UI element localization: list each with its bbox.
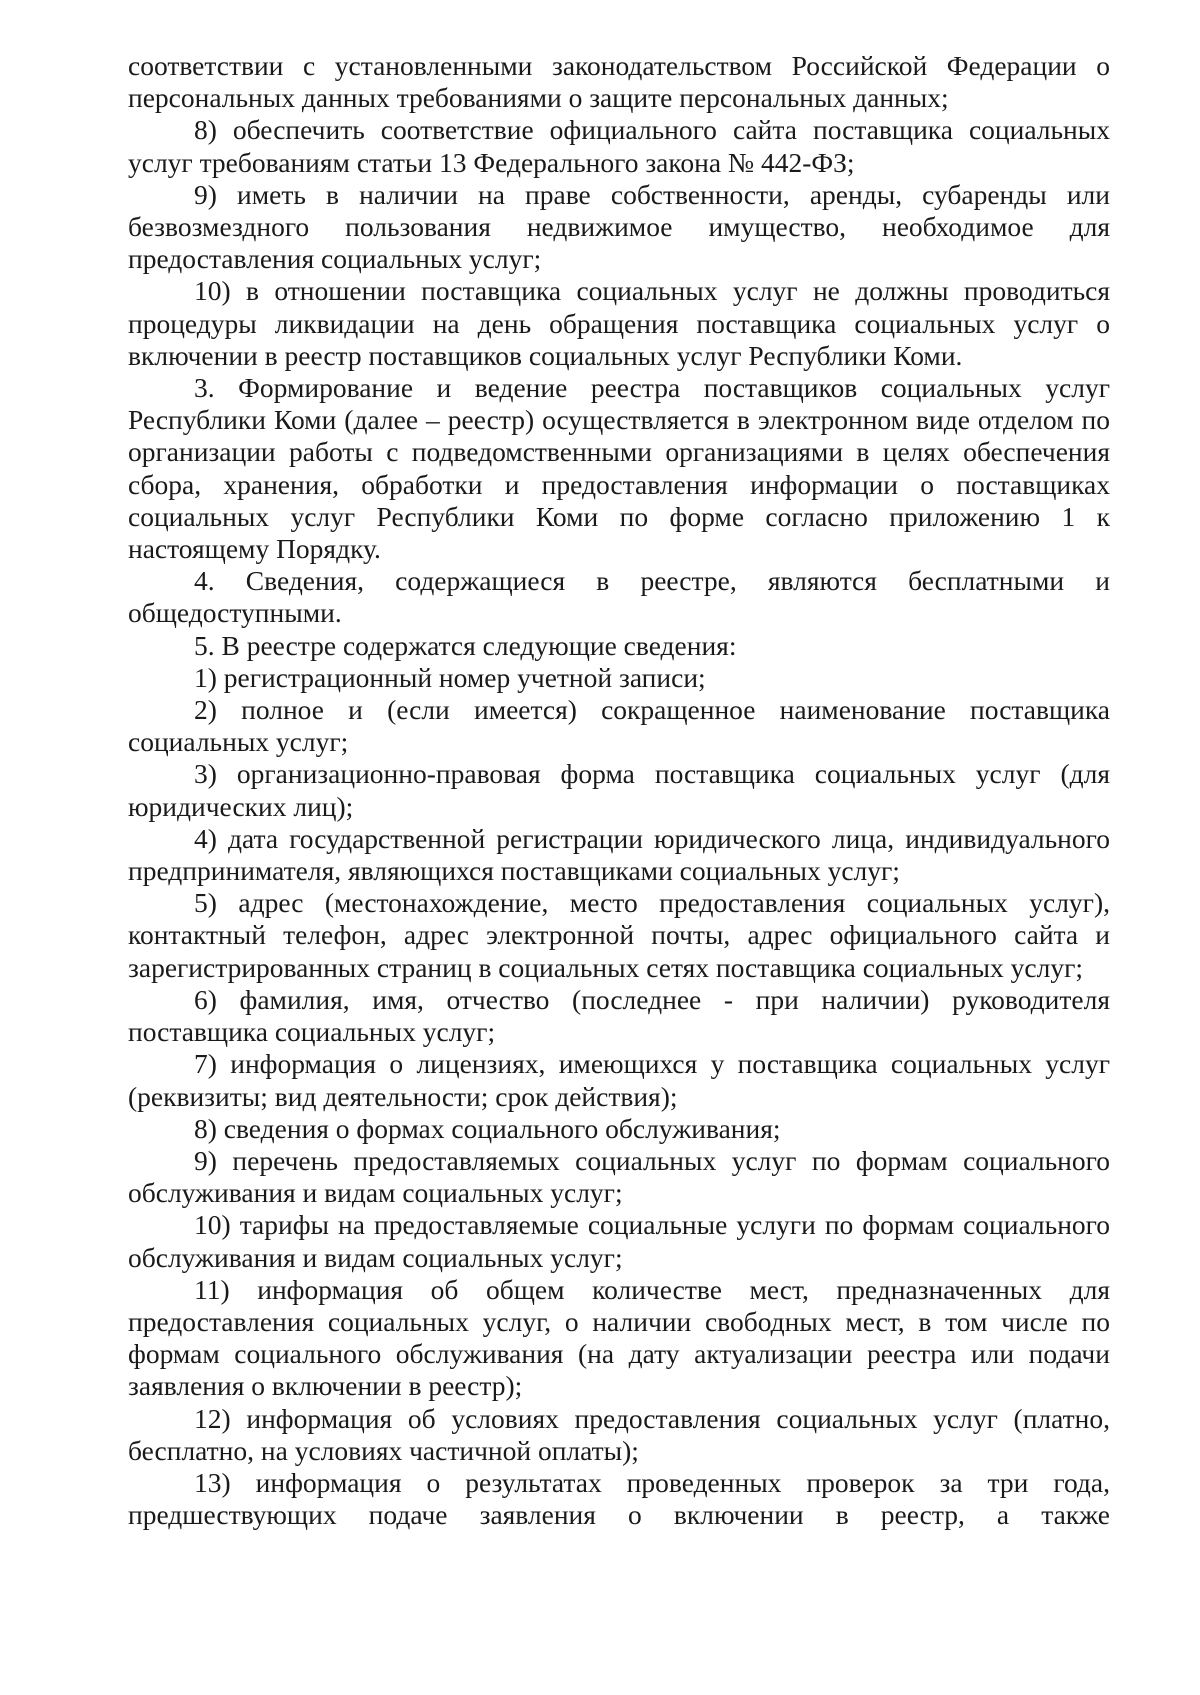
paragraph-section-5-contents: 5. В реестре содержатся следующие сведения: — [194, 629, 737, 661]
list-item-5: 5) адрес (местонахождение, место предоставления социальных услуг), контактный телефон, адрес электронной почты, адрес официального сайта и зарегистрированных страниц в социальных сетях поставщика социальных услуг; — [128, 887, 1110, 983]
list-item-10: 10) тарифы на предоставляемые социальные услуги по формам социального обслуживания и видам социальных услуг; — [128, 1209, 1110, 1273]
list-item-7: 7) информация о лицензиях, имеющихся у поставщика социальных услуг (реквизиты; вид деятельности; срок действия); — [128, 1048, 1110, 1112]
list-item-11: 11) информация об общем количестве мест, предназначенных для предоставления социальных услуг, о наличии свободных мест, в том числе по формам социального обслуживания (на дату актуализации реестра или подачи заявления о включении в реестр); — [128, 1273, 1110, 1402]
list-item-2: 2) полное и (если имеется) сокращенное наименование поставщика социальных услуг; — [128, 694, 1110, 758]
list-item-1: 1) регистрационный номер учетной записи; — [194, 661, 706, 693]
document-body — [128, 50, 1110, 1531]
list-item-9: 9) перечень предоставляемых социальных услуг по формам социального обслуживания и видам социальных услуг; — [128, 1144, 1110, 1209]
list-item-8: 8) сведения о формах социального обслуживания; — [194, 1112, 781, 1144]
paragraph-personal-data: соответствии с установленными законодательством Российской Федерации о персональных данных требованиями о защите персональных данных; — [128, 50, 1110, 114]
list-item-4: 4) дата государственной регистрации юридического лица, индивидуального предпринимателя, являющихся поставщиками социальных услуг; — [128, 822, 1110, 887]
paragraph-section-4-public: 4. Сведения, содержащиеся в реестре, являются бесплатными и общедоступными. — [128, 565, 1110, 629]
list-item-6: 6) фамилия, имя, отчество (последнее - при наличии) руководителя поставщика социальных услуг; — [128, 983, 1110, 1048]
paragraph-section-3-registry: 3. Формирование и ведение реестра поставщиков социальных услуг Республики Коми (далее – реестр) осуществляется в электронном виде отделом по организации работы с подведомственными организациями в целях обеспечения сбора, хранения, обработки и предоставления информации о поставщиках социальных услуг Республики Коми по форме согласно приложению 1 к настоящему Порядку. — [128, 372, 1110, 565]
list-item-12: 12) информация об условиях предоставления социальных услуг (платно, бесплатно, на условиях частичной оплаты); — [128, 1402, 1110, 1466]
list-item-13: 13) информация о результатах проведенных проверок за три года, предшествующих подаче заявления о включении в реестр, а также — [128, 1466, 1110, 1531]
paragraph-item-8-website: 8) обеспечить соответствие официального сайта поставщика социальных услуг требованиям статьи 13 Федерального закона № 442-ФЗ; — [128, 114, 1110, 178]
list-item-3: 3) организационно-правовая форма поставщика социальных услуг (для юридических лиц); — [128, 758, 1110, 822]
paragraph-item-9-property: 9) иметь в наличии на праве собственности, аренды, субаренды или безвозмездного пользования недвижимое имущество, необходимое для предоставления социальных услуг; — [128, 178, 1110, 275]
paragraph-item-10-liquidation: 10) в отношении поставщика социальных услуг не должны проводиться процедуры ликвидации на день обращения поставщика социальных услуг о включении в реестр поставщиков социальных услуг Республики Коми. — [128, 275, 1110, 371]
